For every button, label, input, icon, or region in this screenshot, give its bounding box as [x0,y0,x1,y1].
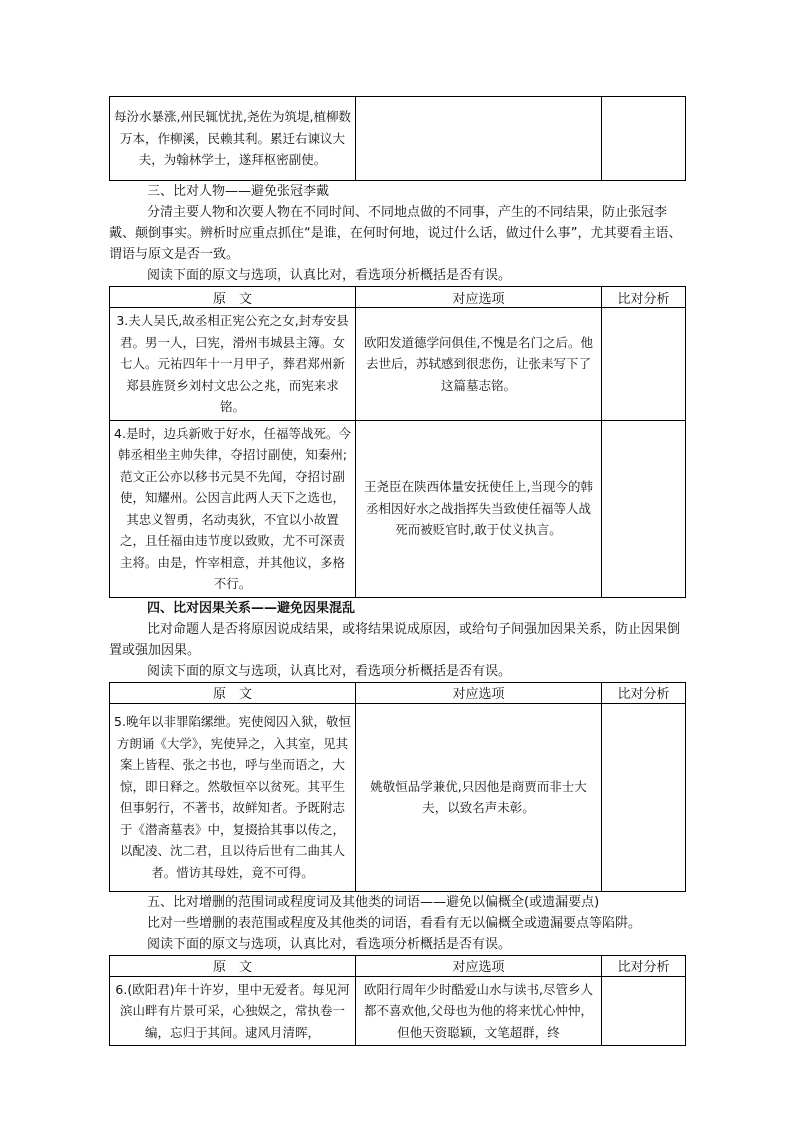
original-text-cell: 每汾水暴涨,州民辄忧扰,尧佐为筑堤,植柳数万本，作柳溪，民赖其利。累迁右谏议大夫，为翰林学士，遂拜枢密副使。 [110,97,356,181]
comparison-table [109,955,686,1047]
original-text-cell: 4.是时，边兵新败于好水，任福等战死。今韩丞相坐主帅失律，夺招讨副使，知秦州;范文正公亦以移书元昊不先闻，夺招讨副使，知耀州。公因言此两人天下之选也，其忠义智勇，名动夷狄，不宜以小故置之，且任福由违节度以致败，尤不可深责主将。由是，忤宰相意，并其他议，多格不行。 [110,420,356,597]
comparison-table [109,682,686,892]
original-text-cell: 3.夫人吴氏,故丞相正宪公充之女,封寿安县君。男一人，曰宪，滑州韦城县主簿。女七人。元祐四年十一月甲子，葬君郑州新郑县旌贤乡刘村文忠公之兆，而宪来求铭。 [110,308,356,421]
comparison-table-continued [109,96,686,181]
analysis-cell [602,420,686,597]
table-row [110,308,686,421]
analysis-cell [602,976,686,1046]
section-description: 比对命题人是否将原因说成结果，或将结果说成原因，或给句子间强加因果关系，防止因果倒置或强加因果。 [109,621,681,658]
header-analysis: 比对分析 [602,287,686,308]
option-text-cell: 姚敬恒品学兼优,只因他是商贾而非士大夫，以致名声未彰。 [356,703,602,891]
section-heading: 三、比对人物——避免张冠李戴 [147,184,330,199]
instruction-text: 阅读下面的原文与选项，认真比对，看选项分析概括是否有误。 [147,936,512,952]
table-row [110,420,686,597]
section-description: 比对一些增删的表范围或程度及其他类的词语，看看有无以偏概全或遗漏要点等陷阱。 [147,915,642,931]
section-heading: 四、比对因果关系——避免因果混乱 [147,600,356,616]
table-row [110,976,686,1046]
option-text-cell: 王尧臣在陕西体量安抚使任上,当现今的韩丞相因好水之战指挥失当致使任福等人战死而被贬官时,敢于仗义执言。 [356,420,602,597]
header-analysis: 比对分析 [602,682,686,703]
header-original: 原 文 [110,287,356,308]
instruction-text: 阅读下面的原文与选项，认真比对，看选项分析概括是否有误。 [147,268,512,283]
analysis-cell [602,308,686,421]
header-original: 原 文 [110,682,356,703]
comparison-table [109,286,686,598]
header-analysis: 比对分析 [602,955,686,976]
original-text-cell: 5.晚年以非罪陷缧绁。宪使阅囚入狱，敬恒方朗诵《大学》，宪使异之，入其室，见其案上皆程、张之书也，呼与坐而语之，大惊，即日释之。然敬恒卒以贫死。其平生但事躬行，不著书，故鲜知者。予既附志于《潜斋墓表》中，复掇拾其事以传之，以配凌、沈二君，且以待后世有二曲其人者。惜访其母姓，竟不可得。 [110,703,356,891]
original-text-cell: 6.(欧阳君)年十许岁，里中无爱者。每见河滨山畔有片景可采，心独娱之，常执卷一编，忘归于其间。逮风月清晖， [110,976,356,1046]
analysis-cell [602,703,686,891]
option-text-cell: 欧阳发道德学问俱佳,不愧是名门之后。他去世后，苏轼感到很悲伤，让张耒写下了这篇墓志铭。 [356,308,602,421]
option-text-cell [356,97,602,181]
table-row [110,703,686,891]
header-option: 对应选项 [356,287,602,308]
section-description: 分清主要人物和次要人物在不同时间、不同地点做的不同事，产生的不同结果，防止张冠李戴、颠倒事实。辨析时应重点抓住“是谁，在何时何地，说过什么话，做过什么事”，尤其要看主语、谓语与原文是否一致。 [109,205,682,262]
table-row [110,97,686,181]
table-header-row [110,287,686,308]
option-text-cell: 欧阳行周年少时酷爱山水与读书,尽管乡人都不喜欢他,父母也为他的将来忧心忡忡，但他天资聪颖，文笔超群，终 [356,976,602,1046]
header-option: 对应选项 [356,955,602,976]
document-page [109,96,685,1046]
table-header-row [110,682,686,703]
table-header-row [110,955,686,976]
analysis-cell [602,97,686,181]
instruction-text: 阅读下面的原文与选项，认真比对，看选项分析概括是否有误。 [147,663,512,679]
header-original: 原 文 [110,955,356,976]
header-option: 对应选项 [356,682,602,703]
section-heading: 五、比对增删的范围词或程度词及其他类的词语——避免以偏概全(或遗漏要点) [147,894,600,910]
